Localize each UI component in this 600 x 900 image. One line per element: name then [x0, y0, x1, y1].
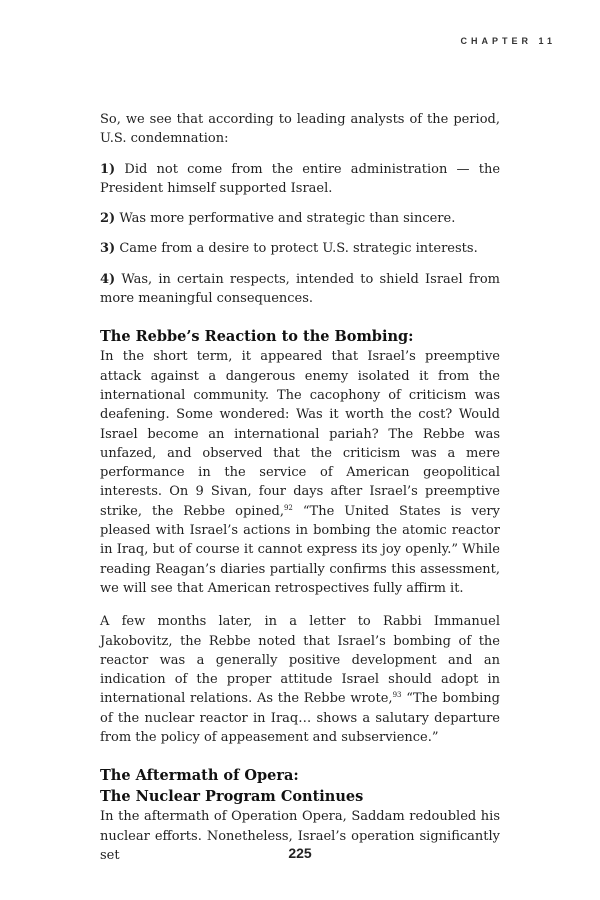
list-text: Came from a desire to protect U.S. strategic interests. [119, 241, 478, 257]
subsection-heading-nuclear-program: The Nuclear Program Continues [100, 788, 364, 806]
footnote-marker: 92 [283, 503, 293, 512]
footnote-marker: 93 [392, 691, 402, 700]
rebbe-reaction-paragraph: In the short term, it appeared that Israel’s preemptive attack against a dangerous enemy isolated it from the international community. The cacophony of criticism was deafening. Some wondered: Was it worth the cost? Would Israel become an international pariah? The Rebbe was unfazed, and observed that the criticism was a mere performance in the service of American geopolitical interests. On 9 Sivan, four days after Israel’s preemptive strike, the Rebbe opined,$^{92}$ “The United States is very pleased with Israel’s actions in bombing the atomic reactor in Iraq, but of course it cannot express its joy openly.” While reading Reagan’s diaries partially confirms this assessment, we will see that American retrospectives fully affirm it. [100, 349, 500, 596]
aftermath-paragraph: In the aftermath of Operation Opera, Saddam redoubled his nuclear efforts. Nonetheless, Israel’s operation significantly set [100, 809, 500, 863]
list-item [100, 239, 500, 258]
list-number: 3) [100, 241, 116, 257]
section-heading-aftermath: The Aftermath of Opera: [100, 767, 299, 785]
jakobovitz-letter-paragraph: A few months later, in a letter to Rabbi Immanuel Jakobovitz, the Rebbe noted that Israel’s bombing of the reactor was a generally positive development and an indication of the proper attitude Israel should adopt in international relations. As the Rebbe wrote,$^{93}$ “The bombing of the nuclear reactor in Iraq… shows a salutary departure from the policy of appeasement and subservience.” [100, 614, 500, 746]
list-number: 1) [100, 161, 116, 177]
list-number: 2) [100, 211, 116, 227]
page-body [100, 110, 500, 865]
list-item [100, 209, 500, 228]
page-number: 225 [288, 845, 312, 861]
intro-paragraph: So, we see that according to leading analysts of the period, U.S. condemnation: [100, 112, 500, 147]
section-heading-rebbe-reaction: The Rebbe’s Reaction to the Bombing: [100, 328, 414, 346]
list-number: 4) [100, 271, 116, 287]
list-text: Was more performative and strategic than sincere. [119, 211, 456, 227]
list-item [100, 270, 500, 309]
chapter-header: CHAPTER 11 [460, 36, 556, 46]
list-text: Did not come from the entire administration — the President himself supported Israel. [100, 161, 501, 196]
list-item [100, 160, 500, 199]
list-text: Was, in certain respects, intended to shield Israel from more meaningful consequences. [100, 271, 500, 307]
